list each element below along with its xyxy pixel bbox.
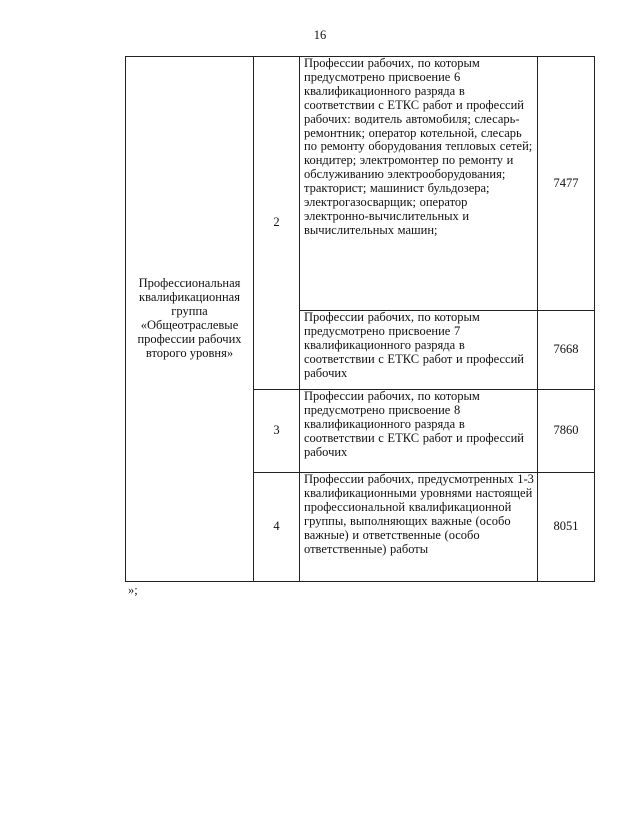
level-cell: 2 xyxy=(254,57,300,390)
level-cell: 3 xyxy=(254,390,300,473)
page-number: 16 xyxy=(313,28,327,42)
profession-cell: Профессии рабочих, по которым предусмотрено присвоение 8 квалификационного разряда в соответствии с ЕТКС работ и профессий рабочих xyxy=(300,390,538,473)
qualification-table xyxy=(125,56,595,582)
profession-cell: Профессии рабочих, предусмотренных 1-3 квалификационными уровнями настоящей профессиональной квалификационной группы, выполняющих важные (особо важные) и ответственные (особо ответственные) работы xyxy=(300,473,538,582)
group-name-cell: Профессиональная квалификационная группа «Общеотраслевые профессии рабочих второго уровня» xyxy=(126,57,254,582)
closing-quote: »; xyxy=(128,583,138,597)
salary-cell: 8051 xyxy=(538,473,595,582)
salary-cell: 7860 xyxy=(538,390,595,473)
level-cell: 4 xyxy=(254,473,300,582)
table-row xyxy=(126,57,595,311)
salary-cell: 7477 xyxy=(538,57,595,311)
salary-cell: 7668 xyxy=(538,311,595,390)
profession-cell: Профессии рабочих, по которым предусмотрено присвоение 6 квалификационного разряда в соответствии с ЕТКС работ и профессий рабочих: водитель автомобиля; слесарь-ремонтник; оператор котельной, слесарь по ремонту оборудования тепловых сетей; кондитер; электромонтер по ремонту и обслуживанию электрооборудования; тракторист; машинист бульдозера; электрогазосварщик; оператор электронно-вычислительных и вычислительных машин; xyxy=(300,57,538,311)
profession-cell: Профессии рабочих, по которым предусмотрено присвоение 7 квалификационного разряда в соответствии с ЕТКС работ и профессий рабочих xyxy=(300,311,538,390)
